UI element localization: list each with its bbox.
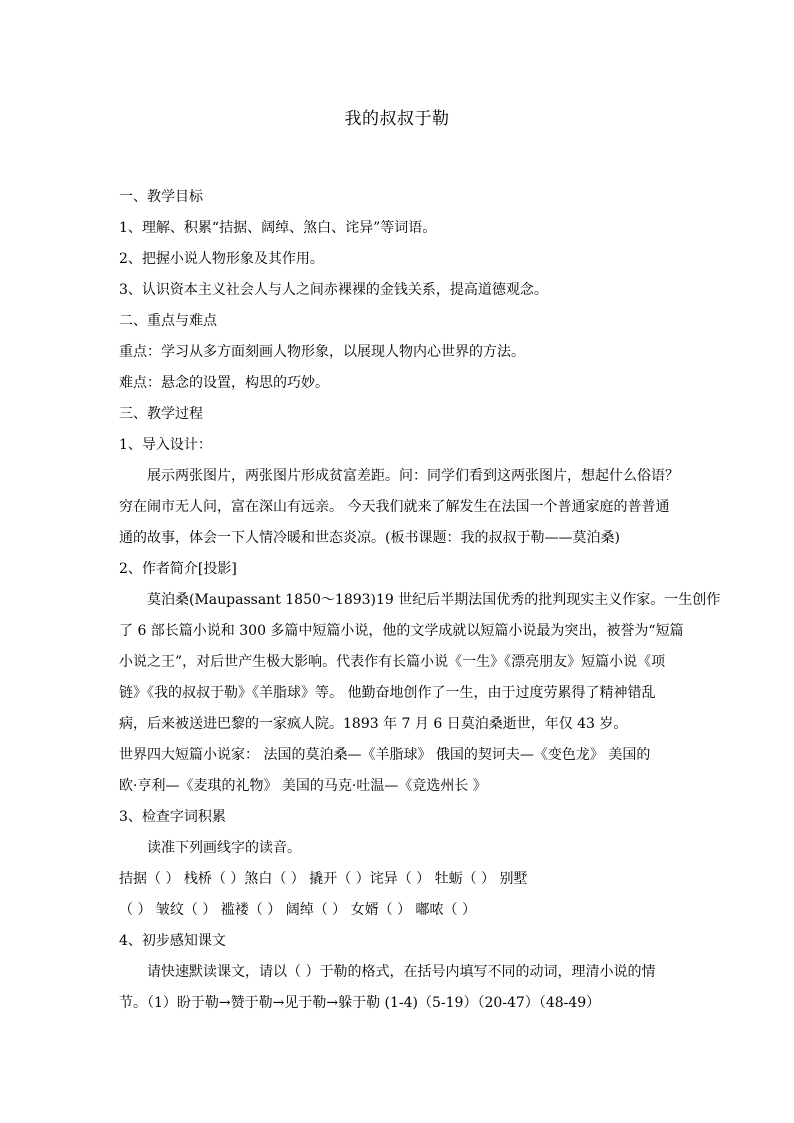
subheading-author-intro: 2、作者简介[投影] bbox=[119, 561, 237, 577]
vocabulary-exercise-line: （ ） 皱纹（ ） 褴褛（ ） 阔绰（ ） 女婿（ ） 嘟哝（ ） bbox=[119, 902, 476, 918]
objective-item-1: 1、理解、积累“拮据、阔绰、煞白、诧异”等词语。 bbox=[119, 220, 437, 236]
document-body bbox=[119, 182, 721, 1019]
paragraph-line: 了 6 部长篇小说和 300 多篇中短篇小说，他的文学成就以短篇小说最为突出，被誉为“短篇 bbox=[119, 623, 684, 639]
paragraph-line: 通的故事，体会一下人情冷暖和世态炎凉。(板书课题：我的叔叔于勒——莫泊桑) bbox=[119, 530, 620, 546]
paragraph-line: 欧·亨利—《麦琪的礼物》 美国的马克·吐温—《竞选州长 》 bbox=[119, 778, 487, 794]
paragraph-line: 莫泊桑(Maupassant 1850～1893)19 世纪后半期法国优秀的批判现实主义作家。一生创作 bbox=[147, 592, 721, 608]
subheading-vocabulary-check: 3、检查字词积累 bbox=[119, 809, 226, 825]
paragraph-line: 穷在闹市无人问，富在深山有远亲。 今天我们就来了解发生在法国一个普通家庭的普普通 bbox=[119, 499, 670, 515]
vocabulary-exercise-line: 拮据（ ） 栈桥（ ）煞白（ ） 撬开（ ）诧异（ ） 牡蛎（ ） 别墅 bbox=[119, 871, 528, 887]
paragraph-line: 小说之王”，对后世产生极大影响。代表作有长篇小说《一生》《漂亮朋友》短篇小说《项 bbox=[119, 654, 666, 670]
paragraph-line: 请快速默读课文，请以（ ）于勒的格式，在括号内填写不同的动词，理清小说的情 bbox=[147, 964, 656, 980]
objective-item-3: 3、认识资本主义社会人与人之间赤裸裸的金钱关系，提高道德观念。 bbox=[119, 282, 548, 298]
subheading-initial-reading: 4、初步感知课文 bbox=[119, 933, 226, 949]
section-heading-process: 三、教学过程 bbox=[119, 406, 203, 422]
document-title: 我的叔叔于勒 bbox=[344, 109, 450, 129]
difficulty-line: 难点：悬念的设置，构思的巧妙。 bbox=[119, 375, 329, 391]
subheading-intro-design: 1、导入设计： bbox=[119, 437, 212, 453]
paragraph-line: 读准下列画线字的读音。 bbox=[147, 840, 301, 856]
objective-item-2: 2、把握小说人物形象及其作用。 bbox=[119, 251, 324, 267]
paragraph-line: 世界四大短篇小说家： 法国的莫泊桑—《羊脂球》 俄国的契诃夫—《变色龙》 美国的 bbox=[119, 747, 651, 763]
paragraph-line: 病，后来被送进巴黎的一家疯人院。1893 年 7 月 6 日莫泊桑逝世，年仅 43 岁。 bbox=[119, 716, 628, 732]
paragraph-line: 展示两张图片，两张图片形成贫富差距。问：同学们看到这两张图片，想起什么俗语？ bbox=[147, 468, 679, 484]
section-heading-objectives: 一、教学目标 bbox=[119, 189, 203, 205]
section-heading-key-points: 二、重点与难点 bbox=[119, 313, 217, 329]
key-point-line: 重点：学习从多方面刻画人物形象，以展现人物内心世界的方法。 bbox=[119, 344, 525, 360]
paragraph-line: 链》《我的叔叔于勒》《羊脂球》等。 他勤奋地创作了一生，由于过度劳累得了精神错乱 bbox=[119, 685, 656, 701]
paragraph-line: 节。（1）盼于勒→赞于勒→见于勒→躲于勒 (1-4)（5-19）（20-47）（48-49） bbox=[119, 995, 601, 1011]
